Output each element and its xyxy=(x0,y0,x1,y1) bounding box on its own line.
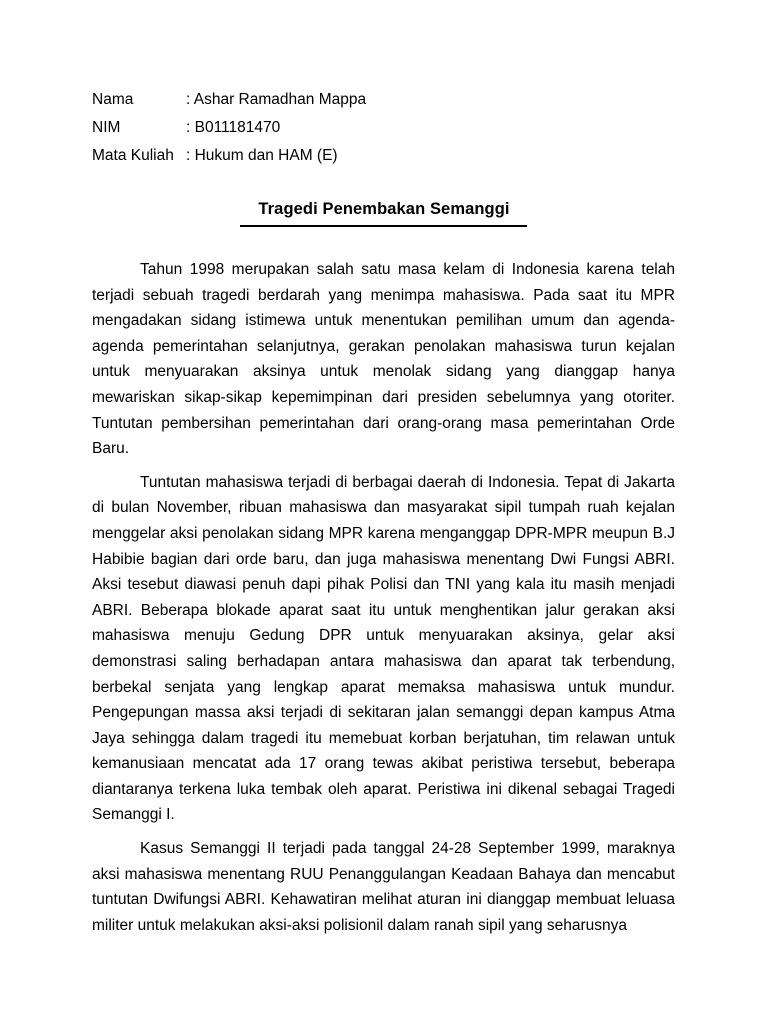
student-name-row xyxy=(92,86,366,114)
course-row xyxy=(92,142,366,170)
document-title: Tragedi Penembakan Semanggi xyxy=(258,200,510,218)
student-info xyxy=(92,86,366,170)
nim-value: : B011181470 xyxy=(186,119,281,136)
course-label: Mata Kuliah xyxy=(92,147,174,164)
document-body xyxy=(92,257,675,946)
paragraph-2: Tuntutan mahasiswa terjadi di berbagai daerah di Indonesia. Tepat di Jakarta di bulan November, ribuan mahasiswa dan masyarakat sipil tumpah ruah kejalan menggelar aksi penolakan sidang MPR karena menganggap DPR-MPR meupun B.J Habibie bagian dari orde baru, dan juga mahasiswa menentang Dwi Fungsi ABRI. Aksi tesebut diawasi penuh dapi pihak Polisi dan TNI yang kala itu masih menjadi ABRI. Beberapa blokade aparat saat itu untuk menghentikan jalur gerakan aksi mahasiswa menuju Gedung DPR untuk menyuarakan aksinya, gelar aksi demonstrasi saling berhadapan antara mahasiswa dan aparat tak terbendung, berbekal senjata yang lengkap aparat memaksa mahasiswa untuk mundur. Pengepungan massa aksi terjadi di sekitaran jalan semanggi depan kampus Atma Jaya sehingga dalam tragedi itu memebuat korban berjatuhan, tim relawan untuk kemanusiaan mencatat ada 17 orang tewas akibat peristiwa tersebut, beberapa diantaranya terkena luka tembak oleh aparat. Peristiwa ini dikenal sebagai Tragedi Semanggi I. xyxy=(92,473,675,824)
title-container xyxy=(0,198,768,220)
title-underline xyxy=(240,225,527,227)
paragraph-1: Tahun 1998 merupakan salah satu masa kelam di Indonesia karena telah terjadi sebuah tragedi berdarah yang menimpa mahasiswa. Pada saat itu MPR mengadakan sidang istimewa untuk menentukan pemilihan umum dan agenda-agenda pemerintahan selanjutnya, gerakan penolakan mahasiswa turun kejalan untuk menyuarakan aksinya untuk menolak sidang yang dianggap hanya mewariskan sikap-sikap kepemimpinan dari presiden sebelumnya yang otoriter. Tuntutan pembersihan pemerintahan dari orang-orang masa pemerintahan Orde Baru. xyxy=(92,261,675,458)
paragraph-3: Kasus Semanggi II terjadi pada tanggal 24-28 September 1999, maraknya aksi mahasiswa menentang RUU Penanggulangan Keadaan Bahaya dan mencabut tuntutan Dwifungsi ABRI. Kehawatiran melihat aturan ini dianggap membuat leluasa militer untuk melakukan aksi-aksi polisionil dalam ranah sipil yang seharusnya xyxy=(92,840,675,934)
name-value: : Ashar Ramadhan Mappa xyxy=(186,91,367,108)
nim-label: NIM xyxy=(92,119,121,136)
name-label: Nama xyxy=(92,91,134,108)
student-id-row xyxy=(92,114,366,142)
course-value: : Hukum dan HAM (E) xyxy=(186,147,338,164)
